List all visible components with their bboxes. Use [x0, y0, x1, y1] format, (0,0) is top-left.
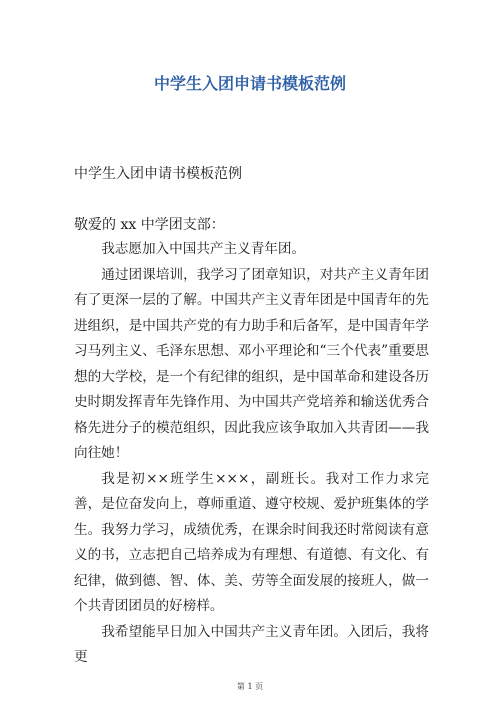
salutation: 敬爱的 xx 中学团支部：: [74, 217, 225, 233]
body-text: [74, 237, 429, 671]
paragraph: 通过团课培训，我学习了团章知识，对共产主义青年团有了更深一层的了解。中国共产主义青年团是中国青年的先进组织，是中国共产党的有力助手和后备军，是中国青年学习马列主义、毛泽东思想、邓小平理论和“三个代表”重要思想的大学校，是一个有纪律的组织，是中国革命和建设各历史时期发挥青年先锋作用、为中国共产党培养和输送优秀合格先进分子的模范组织，因此我应该争取加入共青团——我向往她！: [74, 266, 429, 461]
paragraph: 我志愿加入中国共产主义青年团。: [101, 241, 306, 257]
page-title: 中学生入团申请书模板范例: [153, 74, 346, 93]
paragraph: 我希望能早日加入中国共产主义青年团。入团后，我将更: [74, 623, 429, 665]
paragraph: 我是初××班学生×××，副班长。我对工作力求完善，是位奋发向上，尊师重道、遵守校规、爱护班集体的学生。我努力学习，成绩优秀，在课余时间我还时常阅读有意义的书，立志把自己培养成为有理想、有道德、有文化、有纪律，做到德、智、体、美、劳等全面发展的接班人，做一个共青团团员的好榜样。: [74, 470, 429, 614]
document-subtitle: 中学生入团申请书模板范例: [74, 166, 242, 182]
page-number: 第 1 页: [236, 682, 264, 691]
